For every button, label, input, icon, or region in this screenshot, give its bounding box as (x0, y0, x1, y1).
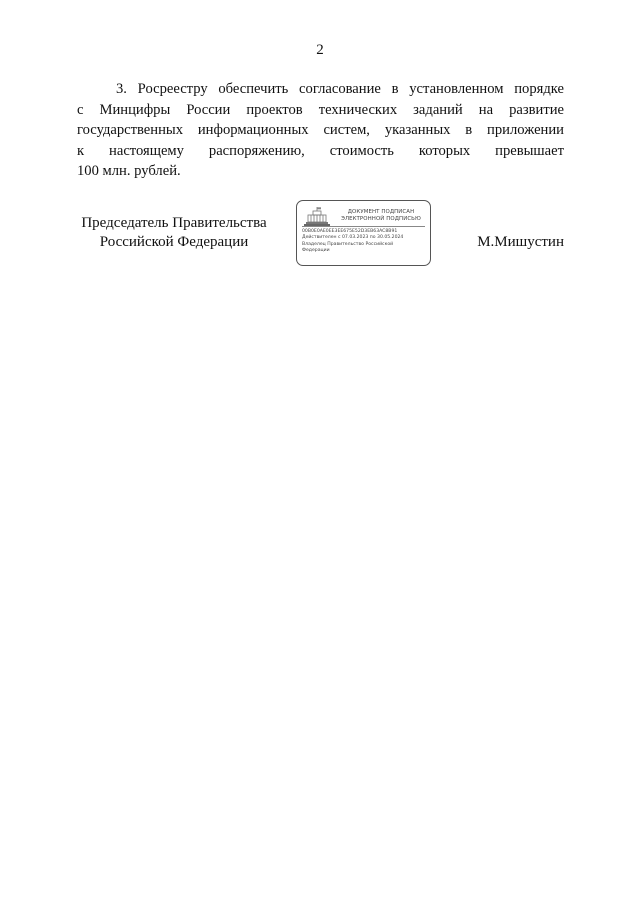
paragraph-line: 100 млн. рублей. (77, 163, 181, 180)
stamp-certificate: 00B0E0AE0EE3EE675E52D3EB63AC8B91 (302, 229, 398, 234)
paragraph-line: к настоящему распоряжению, стоимость которых превышает (77, 142, 564, 159)
paragraph-line: государственных информационных систем, указанных в приложении (77, 122, 564, 139)
signer-position (78, 214, 270, 252)
stamp-owner: Федерации (302, 248, 330, 254)
stamp-owner: Владелец Правительство Российской (302, 241, 394, 247)
signer-name: М.Мишустин (477, 234, 564, 250)
stamp-validity: Действителен с 07.03.2023 по 30.05.2024 (302, 235, 404, 241)
paragraph-line: с Минцифры России проектов технических заданий на развитие (77, 101, 564, 118)
government-building-icon (304, 207, 330, 227)
stamp-title-line: ЭЛЕКТРОННОЙ ПОДПИСЬЮ (341, 216, 421, 222)
page-number: 2 (316, 42, 324, 58)
stamp-details (302, 229, 428, 255)
paragraph-line: 3. Росреестру обеспечить согласование в установленном порядке (116, 81, 564, 97)
paragraph-item-3 (77, 79, 564, 182)
stamp-divider (302, 226, 425, 227)
signer-position-line: Председатель Правительства (81, 215, 267, 231)
electronic-signature-stamp (296, 200, 431, 266)
stamp-title-line: ДОКУМЕНТ ПОДПИСАН (347, 209, 415, 215)
stamp-title (335, 209, 427, 223)
signer-position-line: Российской Федерации (99, 234, 249, 250)
